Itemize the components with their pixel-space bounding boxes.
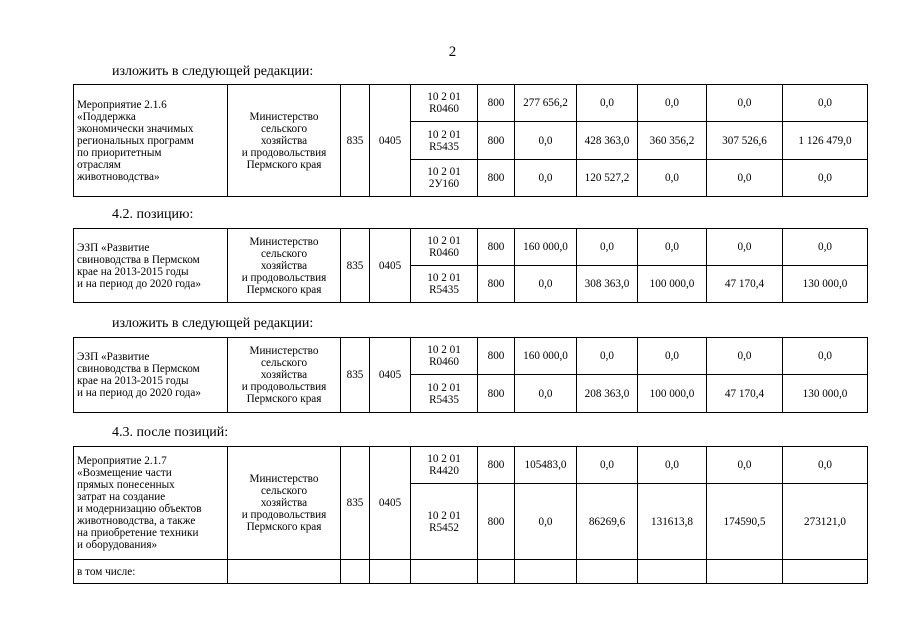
expense-type-code: 800 [478, 447, 515, 484]
table-row [74, 560, 868, 584]
amount-cell: 100 000,0 [638, 266, 707, 303]
amount-cell: 0,0 [638, 338, 707, 375]
amount-cell: 0,0 [515, 375, 577, 413]
ministry-code: 835 [341, 447, 370, 560]
ministry-code: 835 [341, 338, 370, 413]
amount-cell: 47 170,4 [707, 266, 783, 303]
amount-cell: 120 527,2 [577, 160, 638, 197]
amount-cell: 428 363,0 [577, 122, 638, 160]
amount-cell: 0,0 [515, 160, 577, 197]
heading-new-edition-2: изложить в следующей редакции: [112, 316, 314, 331]
amount-cell: 0,0 [707, 160, 783, 197]
heading-position-4-2: 4.2. позицию: [112, 207, 194, 222]
page-number: 2 [448, 44, 457, 60]
target-article-code: 10 2 01 R5452 [411, 484, 478, 560]
empty-cell [707, 560, 783, 584]
amount-cell: 47 170,4 [707, 375, 783, 413]
table-row [74, 338, 868, 375]
section-code: 0405 [370, 338, 411, 413]
target-article-code: 10 2 01 R0460 [411, 338, 478, 375]
table-ezp-pig-breeding-old [73, 228, 868, 303]
ministry-name: Министерство сельского хозяйства и продовольствия Пермского края [228, 85, 341, 197]
measure-description: Мероприятие 2.1.7 «Возмещение части прямых понесенных затрат на создание и модернизацию объектов животноводства, а также на приобретение техники и оборудования» [74, 447, 228, 560]
amount-cell: 174590,5 [707, 484, 783, 560]
amount-cell: 0,0 [638, 447, 707, 484]
empty-cell [783, 560, 868, 584]
including-label: в том числе: [74, 560, 228, 584]
section-code: 0405 [370, 229, 411, 303]
section-code: 0405 [370, 85, 411, 197]
ministry-code: 835 [341, 85, 370, 197]
measure-description: Мероприятие 2.1.6 «Поддержка экономически значимых региональных программ по приоритетным отраслям животноводства» [74, 85, 228, 197]
expense-type-code: 800 [478, 122, 515, 160]
amount-cell: 130 000,0 [783, 375, 868, 413]
table-ezp-pig-breeding-new [73, 337, 868, 413]
expense-type-code: 800 [478, 85, 515, 122]
expense-type-code: 800 [478, 266, 515, 303]
table-row [74, 229, 868, 266]
amount-cell: 160 000,0 [515, 229, 577, 266]
amount-cell: 130 000,0 [783, 266, 868, 303]
ministry-code: 835 [341, 229, 370, 303]
heading-after-positions-4-3: 4.3. после позиций: [112, 425, 229, 440]
target-article-code: 10 2 01 R5435 [411, 375, 478, 413]
amount-cell: 100 000,0 [638, 375, 707, 413]
amount-cell: 307 526,6 [707, 122, 783, 160]
amount-cell: 273121,0 [783, 484, 868, 560]
empty-cell [411, 560, 478, 584]
expense-type-code: 800 [478, 484, 515, 560]
amount-cell: 0,0 [638, 229, 707, 266]
amount-cell: 0,0 [638, 85, 707, 122]
amount-cell: 0,0 [707, 229, 783, 266]
expense-type-code: 800 [478, 375, 515, 413]
target-article-code: 10 2 01 R4420 [411, 447, 478, 484]
target-article-code: 10 2 01 R5435 [411, 266, 478, 303]
target-article-code: 10 2 01 R0460 [411, 229, 478, 266]
empty-cell [577, 560, 638, 584]
target-article-code: 10 2 01 R0460 [411, 85, 478, 122]
table-row [74, 447, 868, 484]
amount-cell: 0,0 [783, 447, 868, 484]
amount-cell: 0,0 [577, 338, 638, 375]
table-row [74, 85, 868, 122]
target-article-code: 10 2 01 R5435 [411, 122, 478, 160]
amount-cell: 0,0 [783, 160, 868, 197]
empty-cell [478, 560, 515, 584]
ministry-name: Министерство сельского хозяйства и продовольствия Пермского края [228, 447, 341, 560]
amount-cell: 105483,0 [515, 447, 577, 484]
empty-cell [228, 560, 341, 584]
amount-cell: 0,0 [707, 338, 783, 375]
empty-cell [341, 560, 370, 584]
amount-cell: 0,0 [783, 229, 868, 266]
empty-cell [370, 560, 411, 584]
amount-cell: 0,0 [577, 229, 638, 266]
measure-description: ЭЗП «Развитие свиноводства в Пермском крае на 2013-2015 годы и на период до 2020 года» [74, 338, 228, 413]
amount-cell: 0,0 [515, 266, 577, 303]
empty-cell [515, 560, 577, 584]
amount-cell: 0,0 [577, 447, 638, 484]
amount-cell: 0,0 [515, 484, 577, 560]
amount-cell: 160 000,0 [515, 338, 577, 375]
heading-new-edition-1: изложить в следующей редакции: [112, 64, 314, 79]
empty-cell [638, 560, 707, 584]
amount-cell: 0,0 [577, 85, 638, 122]
amount-cell: 0,0 [707, 447, 783, 484]
amount-cell: 131613,8 [638, 484, 707, 560]
expense-type-code: 800 [478, 338, 515, 375]
amount-cell: 86269,6 [577, 484, 638, 560]
ministry-name: Министерство сельского хозяйства и продовольствия Пермского края [228, 229, 341, 303]
amount-cell: 277 656,2 [515, 85, 577, 122]
amount-cell: 360 356,2 [638, 122, 707, 160]
amount-cell: 0,0 [707, 85, 783, 122]
measure-description: ЭЗП «Развитие свиноводства в Пермском крае на 2013-2015 годы и на период до 2020 года» [74, 229, 228, 303]
amount-cell: 1 126 479,0 [783, 122, 868, 160]
amount-cell: 0,0 [783, 338, 868, 375]
amount-cell: 0,0 [783, 85, 868, 122]
table-measure-2-1-6 [73, 84, 868, 197]
expense-type-code: 800 [478, 160, 515, 197]
table-measure-2-1-7 [73, 446, 868, 584]
expense-type-code: 800 [478, 229, 515, 266]
amount-cell: 0,0 [515, 122, 577, 160]
section-code: 0405 [370, 447, 411, 560]
target-article-code: 10 2 01 2У160 [411, 160, 478, 197]
amount-cell: 0,0 [638, 160, 707, 197]
ministry-name: Министерство сельского хозяйства и продовольствия Пермского края [228, 338, 341, 413]
amount-cell: 308 363,0 [577, 266, 638, 303]
amount-cell: 208 363,0 [577, 375, 638, 413]
